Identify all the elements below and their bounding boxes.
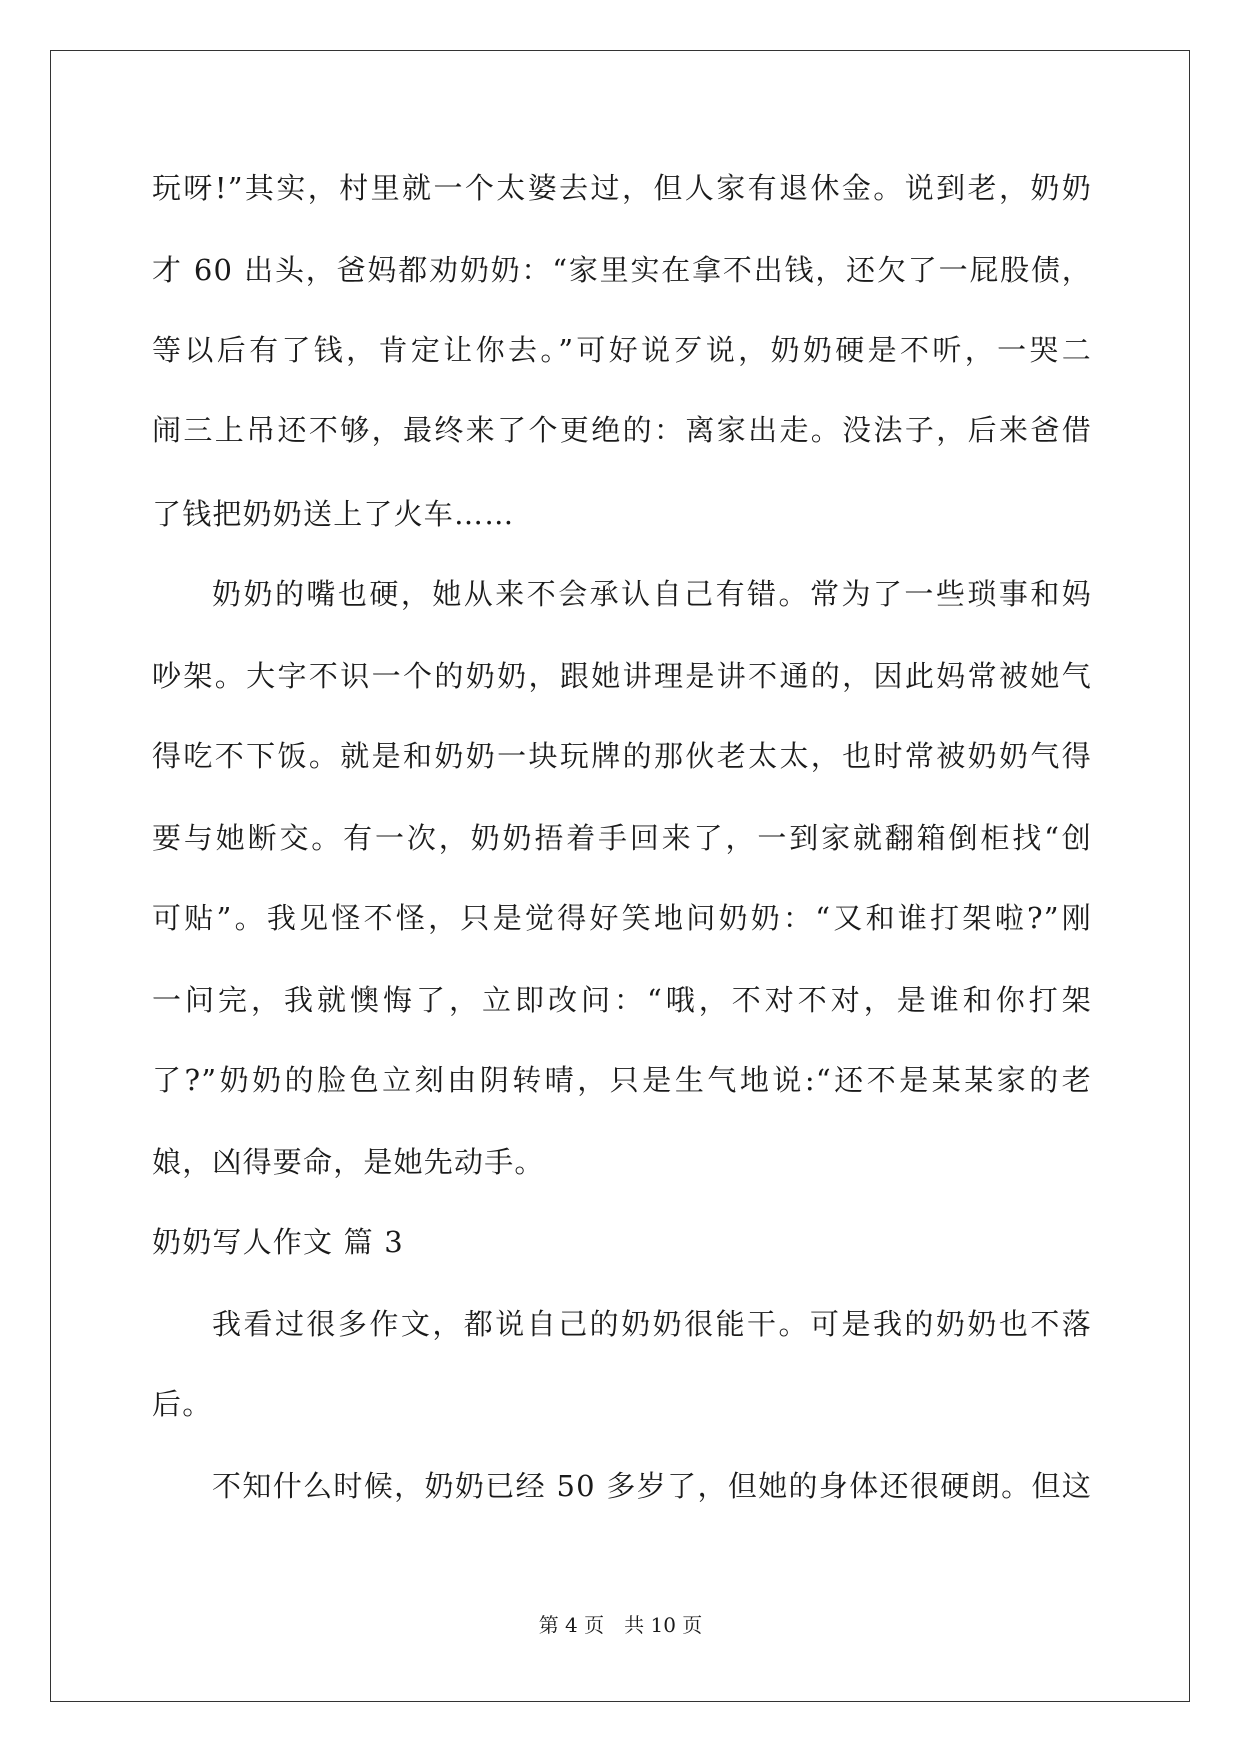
paragraph-start-line: 奶奶的嘴也硬，她从来不会承认自己有错。常为了一些琐事和妈 (212, 577, 1092, 611)
text-line-9: 要与她断交。有一次，奶奶捂着手回来了，一到家就翻箱倒柜找“创 (152, 821, 1092, 855)
text-line-13: 娘，凶得要命，是她先动手。 (152, 1145, 545, 1179)
text-line-2: 才 60 出头，爸妈都劝奶奶：“家里实在拿不出钱，还欠了一屁股债， (152, 253, 1092, 287)
text-line-5: 了钱把奶奶送上了火车…… (152, 497, 515, 531)
section-heading: 奶奶写人作文 篇 3 (152, 1225, 404, 1259)
page-number-footer: 第 4 页 共 10 页 (538, 1613, 703, 1637)
text-line-12: 了?”奶奶的脸色立刻由阴转晴，只是生气地说:“还不是某某家的老 (152, 1063, 1092, 1097)
paragraph-start-line: 我看过很多作文，都说自己的奶奶很能干。可是我的奶奶也不落 (212, 1307, 1092, 1341)
text-line-11: 一问完，我就懊悔了，立即改问：“哦，不对不对，是谁和你打架 (152, 983, 1092, 1017)
page-border (50, 50, 1190, 1702)
text-line-16: 后。 (152, 1387, 213, 1421)
text-line-1: 玩呀!”其实，村里就一个太婆去过，但人家有退休金。说到老，奶奶 (152, 171, 1092, 205)
text-line-3: 等以后有了钱，肯定让你去。”可好说歹说，奶奶硬是不听，一哭二 (152, 333, 1092, 367)
text-line-4: 闹三上吊还不够，最终来了个更绝的：离家出走。没法子，后来爸借 (152, 413, 1092, 447)
text-line-8: 得吃不下饭。就是和奶奶一块玩牌的那伙老太太，也时常被奶奶气得 (152, 739, 1092, 773)
paragraph-start-line: 不知什么时候，奶奶已经 50 多岁了，但她的身体还很硬朗。但这 (212, 1469, 1092, 1503)
text-line-7: 吵架。大字不识一个的奶奶，跟她讲理是讲不通的，因此妈常被她气 (152, 659, 1092, 693)
text-line-10: 可贴”。我见怪不怪，只是觉得好笑地问奶奶：“又和谁打架啦?”刚 (152, 901, 1092, 935)
